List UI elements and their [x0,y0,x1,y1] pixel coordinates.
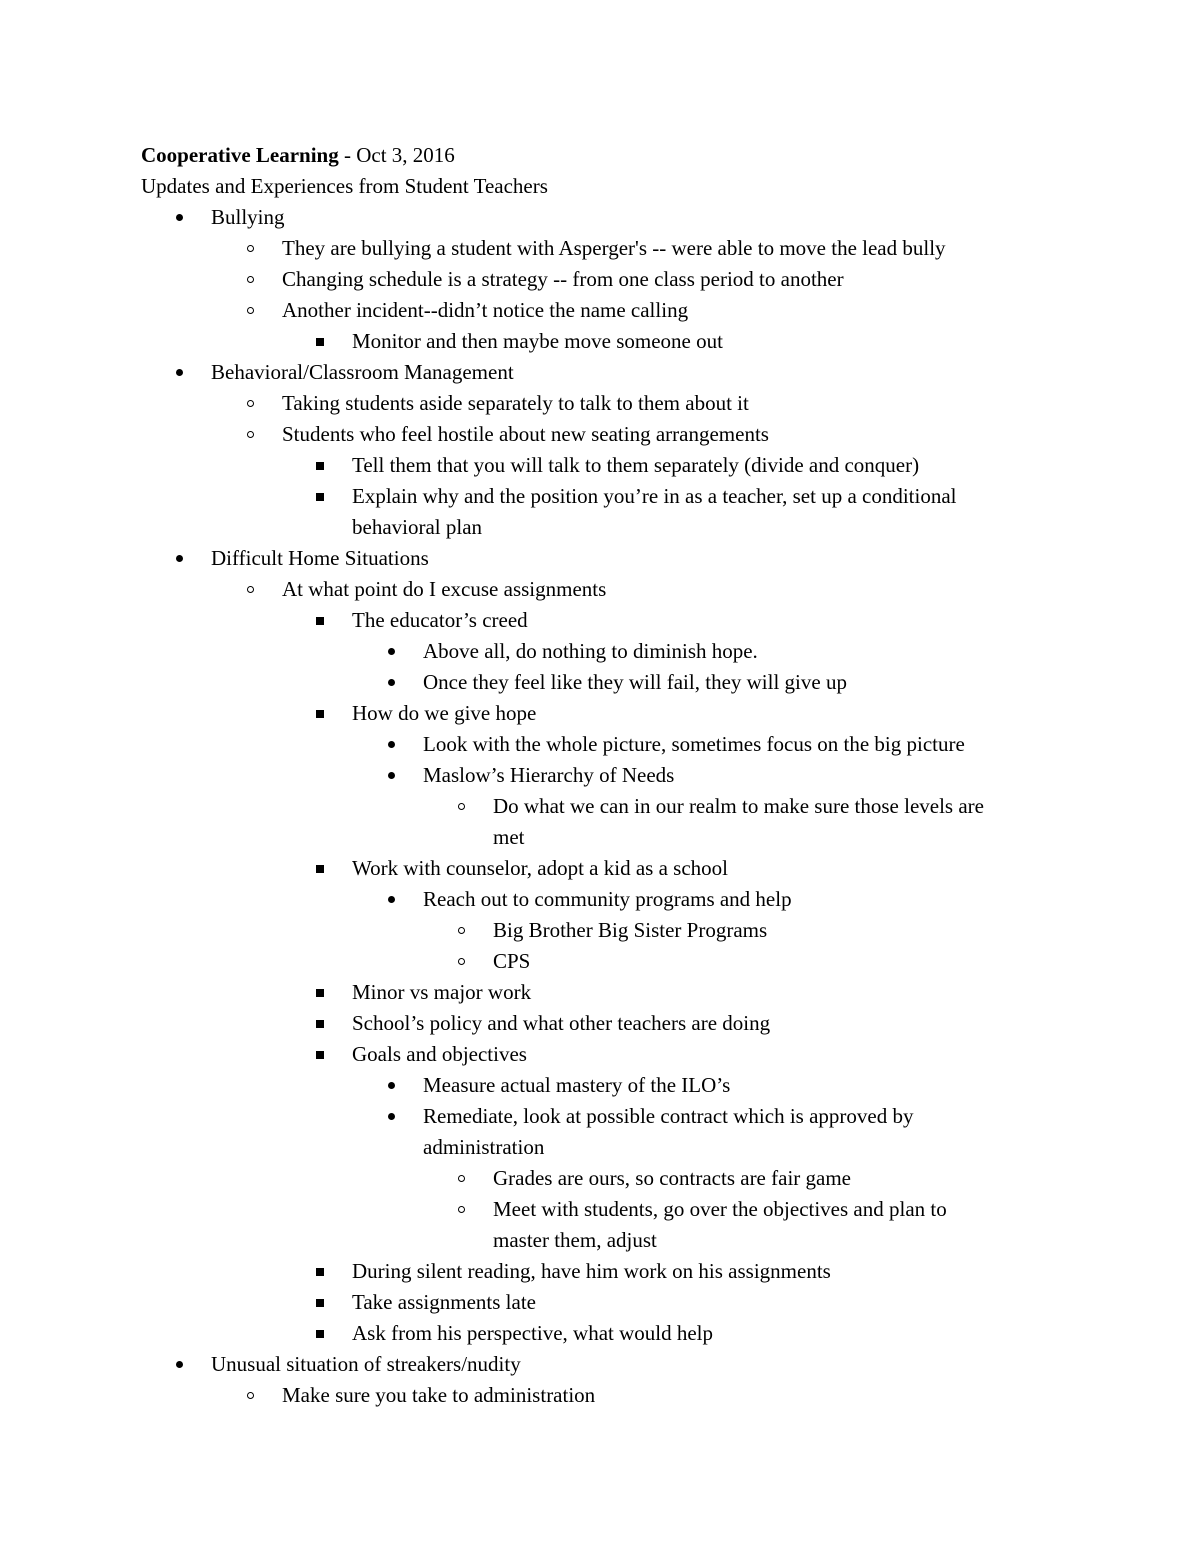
list-marker [169,1349,189,1380]
list-marker [451,1163,471,1194]
bullet-square-icon [316,338,324,346]
list-item [141,481,1081,543]
list-marker [381,667,401,698]
list-marker [310,1256,330,1287]
list-item-text: Make sure you take to administration [282,1383,596,1407]
notes-list [141,202,1081,1411]
list-marker [310,977,330,1008]
list-marker [310,853,330,884]
bullet-square-icon [316,1051,324,1059]
list-item-text: Goals and objectives [352,1042,527,1066]
list-marker [310,605,330,636]
list-marker [240,419,260,450]
list-item [141,1194,1081,1256]
list-item-text: Taking students aside separately to talk to them about it [282,391,749,415]
list-item [141,698,1081,729]
bullet-dot-icon [388,741,395,748]
list-item-text: Students who feel hostile about new seating arrangements [282,422,769,446]
list-item [141,729,1081,760]
list-item-text: CPS [493,949,531,973]
list-marker [240,295,260,326]
bullet-circle-icon [247,245,254,252]
list-marker [169,357,189,388]
list-item-text: Remediate, look at possible contract which is approved by [423,1104,914,1128]
list-marker [310,1008,330,1039]
bullet-square-icon [316,1268,324,1276]
bullet-square-icon [316,710,324,718]
list-marker [451,791,471,822]
list-item [141,1163,1081,1194]
list-item-text: They are bullying a student with Asperger's -- were able to move the lead bully [282,236,946,260]
list-item [141,1287,1081,1318]
list-item [141,760,1081,791]
list-item-text: At what point do I excuse assignments [282,577,607,601]
list-marker [240,574,260,605]
bullet-dot-icon [388,1082,395,1089]
list-marker [381,760,401,791]
list-item-text: Look with the whole picture, sometimes focus on the big picture [423,732,965,756]
bullet-circle-icon [458,958,465,965]
list-item [141,1318,1081,1349]
bullet-dot-icon [176,369,183,376]
list-item-text: Bullying [211,205,285,229]
list-item-text-continued: behavioral plan [352,515,483,539]
list-item [141,1070,1081,1101]
list-marker [310,1287,330,1318]
bullet-circle-icon [247,307,254,314]
list-item [141,977,1081,1008]
list-item-text: Behavioral/Classroom Management [211,360,514,384]
list-item-text: Big Brother Big Sister Programs [493,918,768,942]
document-subtitle: Updates and Experiences from Student Teachers [141,174,548,198]
bullet-circle-icon [458,1175,465,1182]
bullet-dot-icon [176,214,183,221]
bullet-square-icon [316,989,324,997]
list-marker [310,326,330,357]
bullet-circle-icon [247,431,254,438]
list-item [141,233,1081,264]
list-item-text: Unusual situation of streakers/nudity [211,1352,521,1376]
list-item-text: Once they feel like they will fail, they will give up [423,670,847,694]
list-marker [310,450,330,481]
list-item-text: Changing schedule is a strategy -- from one class period to another [282,267,844,291]
list-marker [169,543,189,574]
list-item-text: Reach out to community programs and help [423,887,792,911]
bullet-circle-icon [247,1392,254,1399]
list-item-text: Explain why and the position you’re in as a teacher, set up a conditional [352,484,957,508]
bullet-circle-icon [458,803,465,810]
list-item [141,1101,1081,1163]
list-marker [381,729,401,760]
list-item [141,946,1081,977]
list-item-text: The educator’s creed [352,608,528,632]
bullet-square-icon [316,1330,324,1338]
bullet-square-icon [316,865,324,873]
list-item [141,1039,1081,1070]
bullet-square-icon [316,493,324,501]
bullet-circle-icon [247,276,254,283]
list-item-text: Do what we can in our realm to make sure those levels are [493,794,984,818]
list-item [141,1380,1081,1411]
bullet-dot-icon [388,772,395,779]
list-marker [451,1194,471,1225]
list-item-text: Another incident--didn’t notice the name calling [282,298,689,322]
list-marker [381,636,401,667]
document-heading [141,140,1081,171]
list-marker [310,1318,330,1349]
bullet-circle-icon [247,400,254,407]
list-item-text: Difficult Home Situations [211,546,429,570]
list-item [141,450,1081,481]
list-item-text: Ask from his perspective, what would help [352,1321,714,1345]
list-item [141,636,1081,667]
bullet-dot-icon [388,1113,395,1120]
list-marker [451,946,471,977]
bullet-dot-icon [176,1361,183,1368]
bullet-dot-icon [388,679,395,686]
list-item-text: Measure actual mastery of the ILO’s [423,1073,731,1097]
list-marker [169,202,189,233]
bullet-circle-icon [458,927,465,934]
list-item [141,884,1081,915]
list-item-text: Maslow’s Hierarchy of Needs [423,763,675,787]
list-item [141,264,1081,295]
list-marker [451,915,471,946]
list-item-text: Work with counselor, adopt a kid as a school [352,856,728,880]
list-item [141,791,1081,853]
list-marker [240,388,260,419]
list-item-text-continued: met [493,825,525,849]
list-item-text: Meet with students, go over the objectives and plan to [493,1197,947,1221]
list-item [141,357,1081,388]
bullet-circle-icon [458,1206,465,1213]
document-page [141,140,1081,1411]
list-item-text: During silent reading, have him work on his assignments [352,1259,831,1283]
list-marker [310,481,330,512]
list-item [141,667,1081,698]
list-marker [310,1039,330,1070]
list-item-text: Above all, do nothing to diminish hope. [423,639,758,663]
list-item [141,1256,1081,1287]
document-title: Cooperative Learning [141,143,339,167]
bullet-square-icon [316,462,324,470]
list-item-text-continued: administration [423,1135,545,1159]
list-item [141,202,1081,233]
list-item [141,419,1081,450]
bullet-square-icon [316,1020,324,1028]
list-item-text: Minor vs major work [352,980,532,1004]
list-item-text: Monitor and then maybe move someone out [352,329,723,353]
list-marker [240,233,260,264]
bullet-circle-icon [247,586,254,593]
list-item [141,1008,1081,1039]
list-marker [381,1101,401,1132]
list-item-text: Grades are ours, so contracts are fair game [493,1166,851,1190]
list-item [141,388,1081,419]
list-item [141,1349,1081,1380]
list-item-text: How do we give hope [352,701,537,725]
list-item [141,326,1081,357]
list-item-text-continued: master them, adjust [493,1228,657,1252]
bullet-square-icon [316,617,324,625]
list-item [141,853,1081,884]
list-item-text: School’s policy and what other teachers are doing [352,1011,771,1035]
bullet-dot-icon [388,648,395,655]
list-item [141,543,1081,574]
list-item-text: Tell them that you will talk to them separately (divide and conquer) [352,453,920,477]
list-item [141,574,1081,605]
list-marker [310,698,330,729]
bullet-dot-icon [176,555,183,562]
list-item-text: Take assignments late [352,1290,536,1314]
list-item [141,915,1081,946]
list-marker [240,1380,260,1411]
list-marker [381,884,401,915]
bullet-square-icon [316,1299,324,1307]
list-item [141,295,1081,326]
list-marker [240,264,260,295]
list-marker [381,1070,401,1101]
bullet-dot-icon [388,896,395,903]
list-item [141,605,1081,636]
document-date: - Oct 3, 2016 [338,143,455,167]
